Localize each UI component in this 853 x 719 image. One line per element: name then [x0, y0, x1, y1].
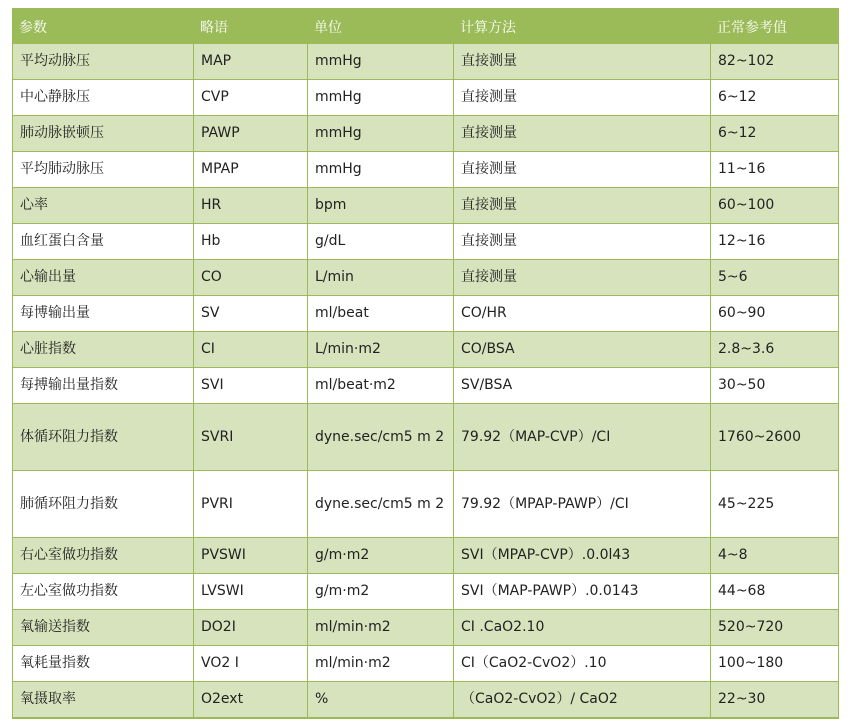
cell-param: 肺动脉嵌顿压: [13, 116, 194, 152]
table-row: [13, 332, 839, 368]
table-row: [13, 574, 839, 610]
table-row: [13, 224, 839, 260]
cell-abbr: SV: [194, 296, 308, 332]
cell-param: 每博输出量: [13, 296, 194, 332]
cell-normal: 12~16: [711, 224, 839, 260]
cell-unit: ml/beat·m2: [308, 368, 454, 404]
cell-param: 氧耗量指数: [13, 646, 194, 682]
cell-method: SV/BSA: [454, 368, 711, 404]
cell-method: 直接测量: [454, 44, 711, 80]
cell-normal: 1760~2600: [711, 404, 839, 471]
cell-method: CI .CaO2.10: [454, 610, 711, 646]
cell-unit: ml/min·m2: [308, 646, 454, 682]
header-method: 计算方法: [454, 9, 711, 44]
cell-unit: mmHg: [308, 80, 454, 116]
cell-abbr: PVSWI: [194, 538, 308, 574]
cell-unit: bpm: [308, 188, 454, 224]
cell-unit: %: [308, 682, 454, 719]
cell-abbr: CO: [194, 260, 308, 296]
cell-normal: 4~8: [711, 538, 839, 574]
cell-normal: 11~16: [711, 152, 839, 188]
table-row: [13, 296, 839, 332]
cell-normal: 6~12: [711, 80, 839, 116]
hemodynamic-parameters-table-wrap: [12, 8, 838, 719]
cell-unit: ml/beat: [308, 296, 454, 332]
cell-param: 每搏输出量指数: [13, 368, 194, 404]
cell-method: 直接测量: [454, 80, 711, 116]
hemodynamic-parameters-table: [12, 8, 839, 719]
cell-param: 血红蛋白含量: [13, 224, 194, 260]
table-row: [13, 188, 839, 224]
cell-method: 79.92（MAP-CVP）/CI: [454, 404, 711, 471]
cell-method: 直接测量: [454, 260, 711, 296]
cell-param: 心输出量: [13, 260, 194, 296]
cell-method: CI（CaO2-CvO2）.10: [454, 646, 711, 682]
cell-abbr: Hb: [194, 224, 308, 260]
cell-normal: 45~225: [711, 471, 839, 538]
cell-normal: 30~50: [711, 368, 839, 404]
header-param: 参数: [13, 9, 194, 44]
header-row: [13, 9, 839, 44]
cell-unit: mmHg: [308, 152, 454, 188]
cell-normal: 22~30: [711, 682, 839, 719]
table-row: [13, 260, 839, 296]
cell-abbr: SVI: [194, 368, 308, 404]
cell-unit: mmHg: [308, 44, 454, 80]
table-row: [13, 152, 839, 188]
cell-abbr: MPAP: [194, 152, 308, 188]
cell-normal: 44~68: [711, 574, 839, 610]
cell-method: 79.92（MPAP-PAWP）/CI: [454, 471, 711, 538]
table-row: [13, 116, 839, 152]
table-row: [13, 404, 839, 471]
cell-unit: ml/min·m2: [308, 610, 454, 646]
cell-method: SVI（MPAP-CVP）.0.0l43: [454, 538, 711, 574]
cell-normal: 60~100: [711, 188, 839, 224]
cell-abbr: SVRI: [194, 404, 308, 471]
table-row: [13, 471, 839, 538]
cell-unit: dyne.sec/cm5 m 2: [308, 471, 454, 538]
cell-param: 肺循环阻力指数: [13, 471, 194, 538]
cell-param: 平均动脉压: [13, 44, 194, 80]
cell-unit: g/dL: [308, 224, 454, 260]
cell-param: 左心室做功指数: [13, 574, 194, 610]
cell-abbr: CVP: [194, 80, 308, 116]
table-row: [13, 610, 839, 646]
table-row: [13, 44, 839, 80]
cell-normal: 82~102: [711, 44, 839, 80]
cell-method: 直接测量: [454, 188, 711, 224]
table-row: [13, 646, 839, 682]
cell-abbr: O2ext: [194, 682, 308, 719]
cell-normal: 60~90: [711, 296, 839, 332]
cell-abbr: LVSWI: [194, 574, 308, 610]
cell-method: CO/BSA: [454, 332, 711, 368]
header-unit: 单位: [308, 9, 454, 44]
cell-unit: g/m·m2: [308, 574, 454, 610]
cell-param: 心率: [13, 188, 194, 224]
cell-abbr: HR: [194, 188, 308, 224]
cell-normal: 520~720: [711, 610, 839, 646]
cell-normal: 2.8~3.6: [711, 332, 839, 368]
header-normal: 正常参考值: [711, 9, 839, 44]
table-row: [13, 682, 839, 719]
cell-unit: dyne.sec/cm5 m 2: [308, 404, 454, 471]
cell-unit: mmHg: [308, 116, 454, 152]
cell-method: SVI（MAP-PAWP）.0.0143: [454, 574, 711, 610]
cell-abbr: PVRI: [194, 471, 308, 538]
cell-method: CO/HR: [454, 296, 711, 332]
cell-unit: L/min: [308, 260, 454, 296]
cell-param: 右心室做功指数: [13, 538, 194, 574]
cell-param: 中心静脉压: [13, 80, 194, 116]
table-row: [13, 80, 839, 116]
cell-param: 体循环阻力指数: [13, 404, 194, 471]
cell-method: 直接测量: [454, 224, 711, 260]
cell-abbr: PAWP: [194, 116, 308, 152]
cell-normal: 5~6: [711, 260, 839, 296]
cell-param: 氧摄取率: [13, 682, 194, 719]
cell-normal: 6~12: [711, 116, 839, 152]
cell-unit: g/m·m2: [308, 538, 454, 574]
table-row: [13, 368, 839, 404]
cell-abbr: MAP: [194, 44, 308, 80]
cell-method: 直接测量: [454, 152, 711, 188]
table-row: [13, 538, 839, 574]
cell-param: 平均肺动脉压: [13, 152, 194, 188]
cell-param: 氧输送指数: [13, 610, 194, 646]
cell-abbr: CI: [194, 332, 308, 368]
cell-abbr: DO2I: [194, 610, 308, 646]
cell-param: 心脏指数: [13, 332, 194, 368]
header-abbr: 略语: [194, 9, 308, 44]
cell-normal: 100~180: [711, 646, 839, 682]
cell-unit: L/min·m2: [308, 332, 454, 368]
cell-abbr: VO2 I: [194, 646, 308, 682]
cell-method: 直接测量: [454, 116, 711, 152]
cell-method: （CaO2-CvO2）/ CaO2: [454, 682, 711, 719]
